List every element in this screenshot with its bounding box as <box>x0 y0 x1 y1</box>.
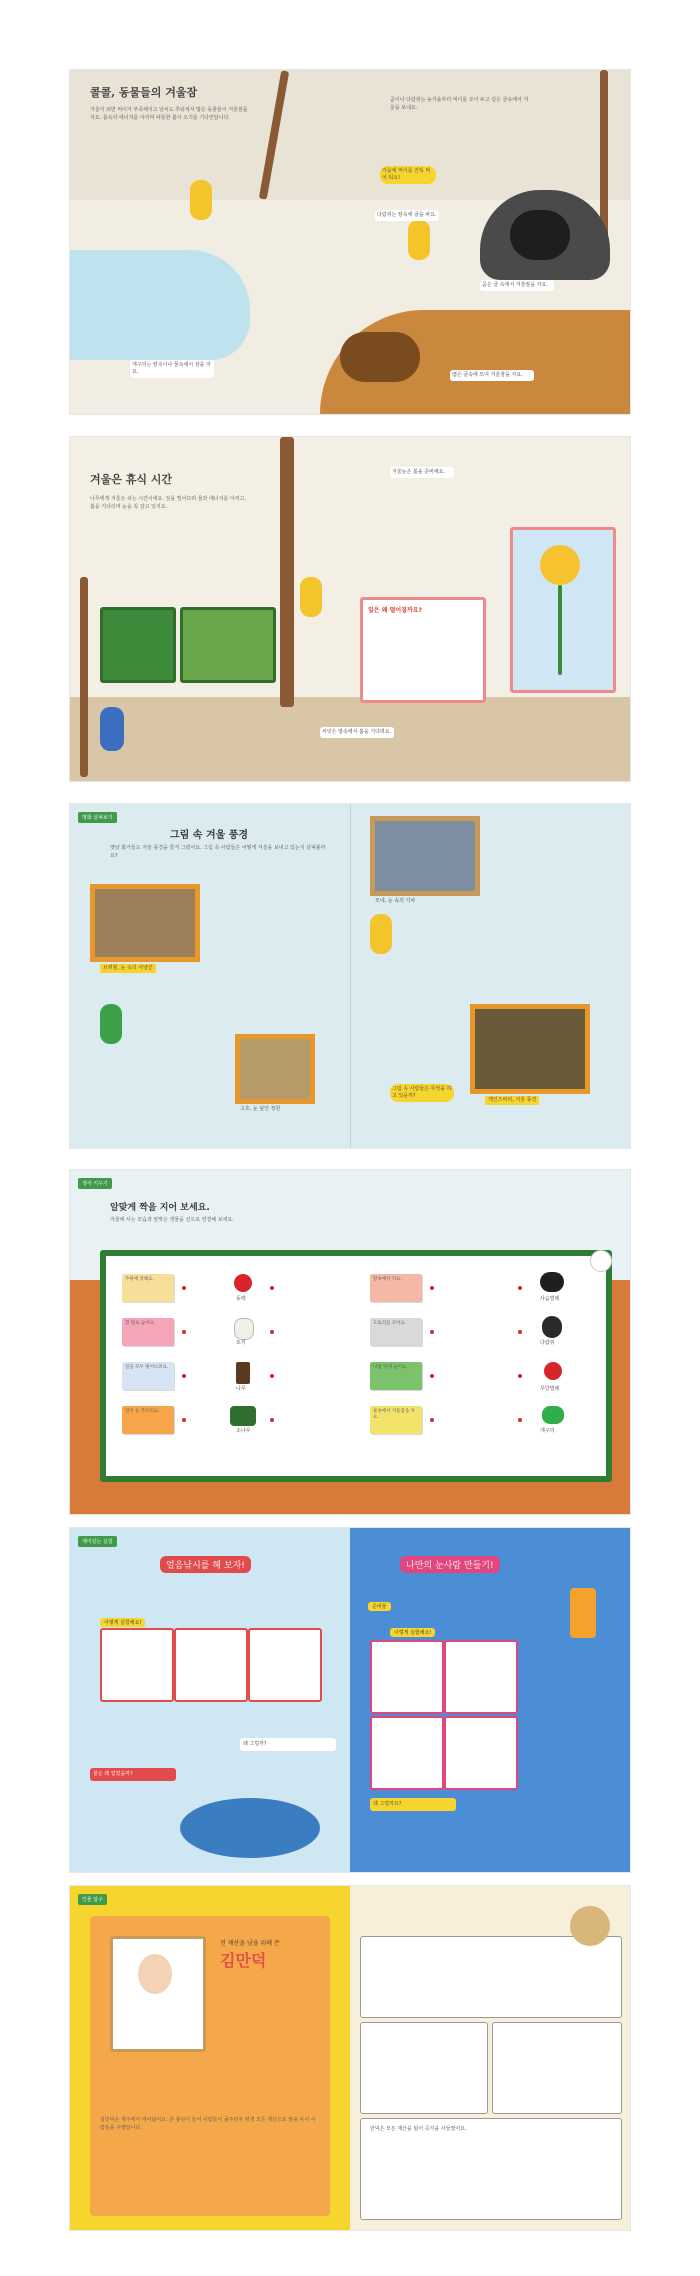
callout: 다람쥐는 땅속에 굴을 파요. <box>375 210 439 221</box>
painting-landscape <box>470 1004 590 1094</box>
spread-winter-rest <box>70 437 630 781</box>
experiment-title: 나만의 눈사람 만들기! <box>400 1556 500 1573</box>
page-title: 알맞게 짝을 지어 보세요. <box>110 1203 210 1213</box>
item-label: 나무 <box>236 1386 246 1392</box>
photo-frame <box>100 607 176 683</box>
match-dot[interactable] <box>518 1286 522 1290</box>
question-title: 잎은 왜 떨어질까요? <box>368 607 423 614</box>
intro-text: 겨울이 되면 먹이가 부족해지고 날씨도 추워져서 많은 동물들이 겨울잠을 자요. 몸속의 에너지를 아끼며 따뜻한 봄이 오기를 기다린답니다. <box>90 107 248 121</box>
frozen-pond <box>70 250 250 360</box>
match-dot[interactable] <box>182 1374 186 1378</box>
intro-text-right: 곰이나 다람쥐는 늦가을부터 먹이를 모아 두고 깊은 굴속에서 겨울을 보내요. <box>390 97 529 111</box>
intro-text: 옛날 화가들도 겨울 풍경을 즐겨 그렸어요. 그림 속 사람들은 어떻게 겨울을 보내고 있는지 살펴볼까요? <box>110 845 326 859</box>
item-label: 다람쥐 <box>540 1340 555 1346</box>
biography-name: 김만덕 <box>220 1951 267 1970</box>
painting-hunters <box>90 884 200 962</box>
snake-burrow <box>340 332 420 382</box>
biography-text: 김만덕은 제주에서 태어났어요. 큰 흉년이 들어 사람들이 굶주리자 평생 모은 재산으로 쌀을 사서 사람들을 구했답니다. <box>100 2117 316 2131</box>
gnome-character <box>300 577 322 617</box>
match-dot[interactable] <box>518 1418 522 1422</box>
callout: 씨앗은 땅속에서 봄을 기다려요. <box>320 727 394 738</box>
painting-train <box>370 816 480 896</box>
speech-bubble: 가을에 먹이를 잔뜩 먹어 둬요! <box>380 166 436 184</box>
photo-frame <box>180 607 276 683</box>
match-card: 도토리를 모아요. <box>370 1318 422 1346</box>
callout: 곰은 굴 속에서 겨울잠을 자요. <box>480 280 554 291</box>
matching-board <box>100 1250 612 1482</box>
experiment-title: 얼음낚시를 해 보자! <box>160 1556 251 1573</box>
question-box: 물은 왜 얼었을까? <box>90 1768 176 1781</box>
comic-caption: 만덕은 모든 재산을 털어 곡식을 사들였어요. <box>370 2126 467 2132</box>
spread-hibernation <box>70 70 630 414</box>
comic-panel <box>360 2022 488 2114</box>
painting-garden <box>235 1034 315 1104</box>
match-card: 물속에서 겨울잠을 자요. <box>370 1406 422 1434</box>
item-label: 토끼 <box>236 1340 246 1346</box>
match-card: 흰 털로 숨어요. <box>122 1318 174 1346</box>
match-dot[interactable] <box>430 1374 434 1378</box>
match-dot[interactable] <box>270 1374 274 1378</box>
painting-caption: 브뤼헐, 눈 속의 사냥꾼 <box>100 964 156 973</box>
step-panel <box>100 1628 174 1702</box>
spread-biography <box>70 1886 630 2230</box>
match-dot[interactable] <box>182 1418 186 1422</box>
step-panel <box>370 1716 444 1790</box>
painting-caption: 모네, 눈 속의 기차 <box>375 898 416 904</box>
match-dot[interactable] <box>182 1330 186 1334</box>
bear-icon <box>510 210 570 260</box>
instruction-text: 겨울에 사는 모습과 알맞은 생물을 선으로 연결해 보세요. <box>110 1217 234 1223</box>
pine-icon <box>230 1406 256 1426</box>
match-card: 추위에 강해요. <box>122 1274 174 1302</box>
juice-bottle-icon <box>570 1588 596 1638</box>
match-dot[interactable] <box>270 1286 274 1290</box>
tree-trunk <box>80 577 88 777</box>
item-label: 사슴벌레 <box>540 1296 560 1302</box>
question-box: 왜 그럴까요? <box>370 1798 456 1811</box>
section-tab: 생각 키우기 <box>78 1178 112 1189</box>
step-panel <box>370 1640 444 1714</box>
grain-basket-icon <box>570 1906 610 1946</box>
item-label: 개구리 <box>540 1428 555 1434</box>
step-panel <box>444 1640 518 1714</box>
ground <box>70 697 630 781</box>
comic-panel <box>492 2022 622 2114</box>
spread-experiments <box>70 1528 630 1872</box>
snowman-icon <box>590 1250 612 1272</box>
comic-panel <box>360 2118 622 2220</box>
gnome-character <box>100 1004 122 1044</box>
match-dot[interactable] <box>182 1286 186 1290</box>
ice-hole <box>180 1798 320 1858</box>
step-panel <box>174 1628 248 1702</box>
squirrel-icon <box>542 1316 562 1338</box>
callout: 겨울눈은 봄을 준비해요. <box>390 467 454 478</box>
stag-beetle-icon <box>540 1272 564 1292</box>
callout: 뱀은 굴속에 모여 겨울잠을 자요. <box>450 370 534 381</box>
intro-text: 나무에게 겨울은 쉬는 시간이에요. 잎을 떨어뜨려 물과 에너지를 아끼고, 봄을 기다리며 눈을 꼭 감고 있지요. <box>90 496 246 510</box>
gnome-character <box>408 220 430 260</box>
painting-caption: 게인즈버러, 겨울 풍경 <box>485 1096 539 1105</box>
item-label: 동백 <box>236 1296 246 1302</box>
sunflower-stem <box>558 585 562 675</box>
painting-caption: 고흐, 눈 덮인 정원 <box>240 1106 281 1112</box>
match-dot[interactable] <box>430 1418 434 1422</box>
match-card: 잎이 늘 푸르러요. <box>122 1406 174 1434</box>
match-card: 땅속에서 자요. <box>370 1274 422 1302</box>
steps-heading: 이렇게 실험해요! <box>390 1628 435 1637</box>
step-panel <box>248 1628 322 1702</box>
speech-bubble: 그림 속 사람들은 무엇을 하고 있을까? <box>390 1084 454 1102</box>
spread-paintings <box>70 804 630 1148</box>
match-dot[interactable] <box>270 1418 274 1422</box>
section-tab: 명화 살펴보기 <box>78 812 117 823</box>
ladybug-icon <box>544 1362 562 1380</box>
steps-heading: 이렇게 실험해요! <box>100 1618 145 1627</box>
sunflower-icon <box>540 545 580 585</box>
item-label: 무당벌레 <box>540 1386 560 1392</box>
gnome-character <box>100 707 124 751</box>
item-label: 소나무 <box>236 1428 251 1434</box>
match-dot[interactable] <box>430 1330 434 1334</box>
note-box: 왜 그럴까? <box>240 1738 336 1751</box>
rabbit-icon <box>234 1318 254 1340</box>
portrait-face <box>138 1954 172 1994</box>
match-dot[interactable] <box>270 1330 274 1334</box>
center-divider <box>350 804 351 1148</box>
match-dot[interactable] <box>518 1330 522 1334</box>
frog-icon <box>542 1406 564 1424</box>
prep-label: 준비물 <box>368 1602 391 1611</box>
page-title: 겨울은 휴식 시간 <box>90 473 173 486</box>
camellia-icon <box>234 1274 252 1292</box>
biography-subtitle: 전 재산을 남을 위해 쓴 <box>220 1940 280 1947</box>
spread-matching <box>70 1170 630 1514</box>
match-card: 낙엽 밑에 숨어요. <box>370 1362 422 1390</box>
tree-trunk <box>280 437 294 707</box>
section-tab: 인물 탐구 <box>78 1894 107 1905</box>
match-card: 잎을 모두 떨어뜨려요. <box>122 1362 174 1390</box>
match-dot[interactable] <box>430 1286 434 1290</box>
bare-tree-icon <box>236 1362 250 1384</box>
comic-panel <box>360 1936 622 2018</box>
gnome-character <box>370 914 392 954</box>
section-tab: 재미있는 실험 <box>78 1536 117 1547</box>
step-panel <box>444 1716 518 1790</box>
callout: 개구리는 땅속이나 물속에서 잠을 자요. <box>130 360 214 378</box>
page-title: 그림 속 겨울 풍경 <box>170 830 249 841</box>
page-title: 콜콜, 동물들의 겨울잠 <box>90 86 198 99</box>
match-dot[interactable] <box>518 1374 522 1378</box>
gnome-character <box>190 180 212 220</box>
